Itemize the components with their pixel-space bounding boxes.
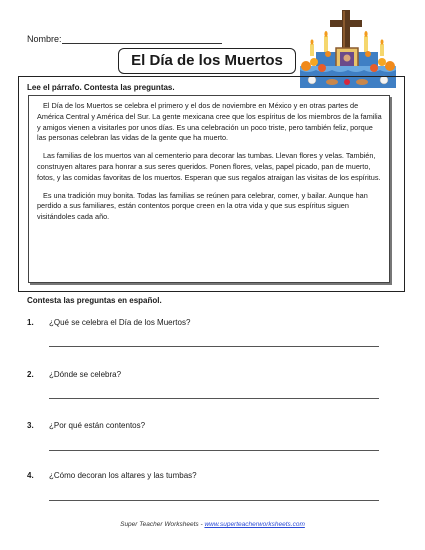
question-number: 1.	[27, 318, 34, 327]
footer-brand: Super Teacher Worksheets	[120, 521, 199, 528]
question-number: 4.	[27, 471, 34, 480]
question-text: ¿Qué se celebra el Día de los Muertos?	[49, 318, 191, 327]
question-text: ¿Por qué están contentos?	[49, 421, 146, 430]
footer-separator: -	[200, 521, 203, 528]
answer-line-4[interactable]	[49, 500, 379, 501]
question-text: ¿Dónde se celebra?	[49, 370, 122, 379]
footer	[0, 521, 425, 528]
name-row	[27, 34, 62, 44]
answer-line-2[interactable]	[49, 398, 379, 399]
answer-line-3[interactable]	[49, 450, 379, 451]
answer-line-1[interactable]	[49, 346, 379, 347]
page-title: El Día de los Muertos	[118, 48, 296, 74]
paragraph-2: Las familias de los muertos van al cementerio para decorar las tumbas. Llevan flores y velas. También, construyen altares para honrar a sus seres queridos. Ponen flores, velas, papel picado, pan de muerto, fotos, y las comidas favoritas de los muertos. Esperan que sus regalos atraigan las visitas de los espíritus.	[37, 151, 381, 182]
footer-link[interactable]: www.superteacherworksheets.com	[204, 521, 305, 528]
question-text: ¿Cómo decoran los altares y las tumbas?	[49, 471, 197, 480]
name-line[interactable]	[62, 43, 222, 44]
reading-passage	[28, 95, 390, 283]
paragraph-3: Es una tradición muy bonita. Todas las familias se reúnen para celebrar, comer, y bailar. Aunque han perdido a sus familiares, están contentos porque creen en la otra vida y que sus espíritus siguen visitándoles cada año.	[37, 190, 368, 222]
question-number: 3.	[27, 421, 34, 430]
paragraph-1: El Día de los Muertos se celebra el primero y el dos de noviembre en México y en otras partes de América Central y América del Sur. La gente mexicana cree que los espíritus de los miembros de la familia y amigos vienen a visitarles por unos días. Es una celebración un poco triste, pero también feliz, porque las personas celebran las vidas de la gente que ha muerto.	[37, 101, 382, 143]
question-number: 2.	[27, 370, 34, 379]
questions-header: Contesta las preguntas en español.	[27, 296, 162, 305]
name-label: Nombre:	[27, 34, 62, 44]
instructions: Lee el párrafo. Contesta las preguntas.	[27, 83, 175, 92]
